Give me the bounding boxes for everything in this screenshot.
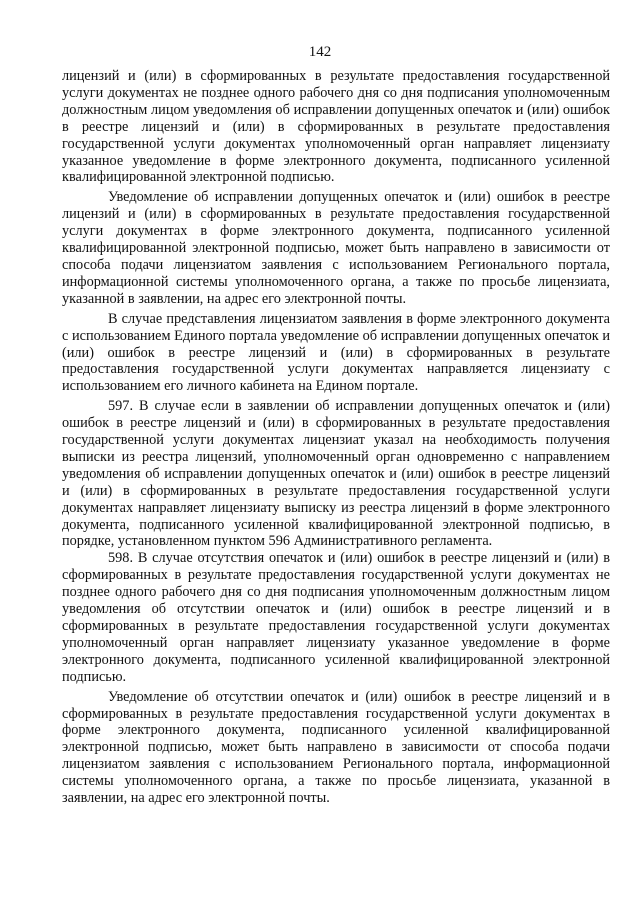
body-text [62,68,610,807]
page-number: 142 [308,44,332,60]
paragraph-no-errors-notification: Уведомление об отсутствии опечаток и (или) ошибок в реестре лицензий и в сформированных в результате предоставления государственной услуги документах в форме электронного документа, подписанного усиленной квалифицированной электронной подписью, может быть направлено в зависимости от способа подачи лицензиатом заявления с использованием Регионального портала, информационной системы уполномоченного органа, а также по просьбе лицензиата, указанной в заявлении, на адрес его электронной почты. [62,688,610,807]
paragraph-598: 598. В случае отсутствия опечаток и (или) ошибок в реестре лицензий и (или) в сформированных в результате предоставления государственной услуги документах не позднее одного рабочего дня со дня подписания уполномоченным должностным лицом уведомления об отсутствии опечаток и (или) ошибок в реестре лицензий и в сформированных в результате предоставления государственной услуги документах уполномоченный орган направляет лицензиату указанное уведомление в форме электронного документа, подписанного усиленной квалифицированной электронной подписью. [62,550,610,685]
paragraph-continuation: лицензий и (или) в сформированных в результате предоставления государственной услуги документах не позднее одного рабочего дня со дня подписания уполномоченным должностным лицом уведомления об исправлении допущенных опечаток и (или) ошибок в реестре лицензий и (или) в сформированных в результате предоставления государственной услуги документах уполномоченный орган направляет лицензиату указанное уведомление в форме электронного документа, подписанного усиленной квалифицированной электронной подписью. [62,68,610,186]
paragraph-notification-methods: Уведомление об исправлении допущенных опечаток и (или) ошибок в реестре лицензий и (или) в сформированных в результате предоставления государственной услуги документах в форме электронного документа, подписанного усиленной квалифицированной электронной подписью, может быть направлено в зависимости от способа подачи лицензиатом заявления с использованием Регионального портала, информационной системы уполномоченного органа, а также по просьбе лицензиата, указанной в заявлении, на адрес его электронной почты. [62,189,610,307]
paragraph-unified-portal: В случае представления лицензиатом заявления в форме электронного документа с использованием Единого портала уведомление об исправлении допущенных опечаток и (или) ошибок в реестре лицензий и (или) в сформированных в результате предоставления государственной услуги документах направляется лицензиату с использованием его личного кабинета на Едином портале. [62,310,610,395]
paragraph-597: 597. В случае если в заявлении об исправлении допущенных опечаток и (или) ошибок в реестре лицензий и (или) в сформированных в результате предоставления государственной услуги документах лицензиат указал на необходимость получения выписки из реестра лицензий, уполномоченный орган одновременно с направлением уведомления об исправлении допущенных опечаток и (или) ошибок в реестре лицензий и (или) в сформированных в результате предоставления государственной услуги документах направляет лицензиату выписку из реестра лицензий в форме электронного документа, подписанного усиленной квалифицированной электронной подписью, в порядке, установленном пунктом 596 Административного регламента. [62,398,610,550]
